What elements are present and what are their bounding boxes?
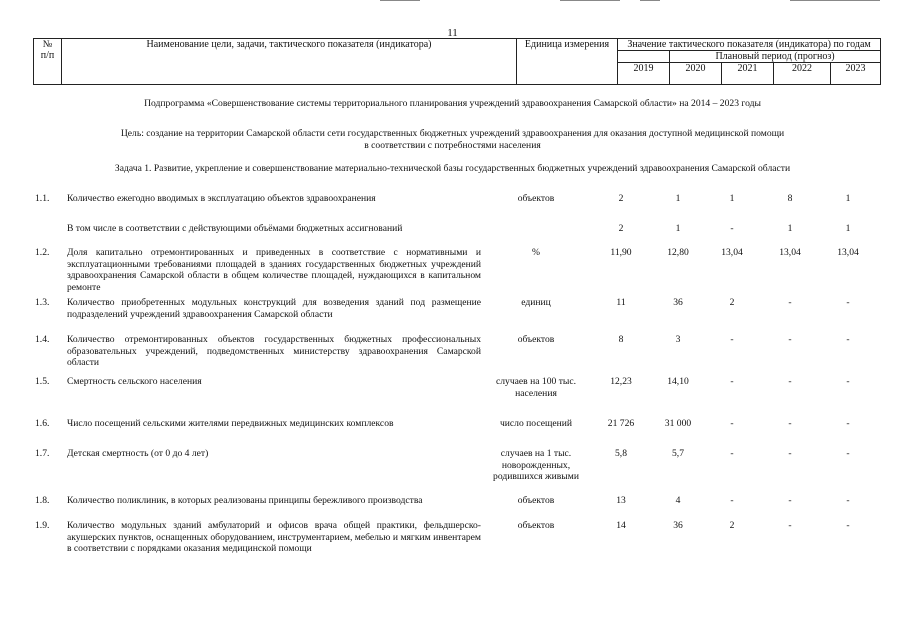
row-value: 1 [729,193,735,204]
row-name: В том числе в соответствии с действующими объёмами бюджетных ассигнований [67,223,403,234]
header-year: 2023 [831,63,881,85]
row-value: 1 [845,223,851,234]
row-number: 1.4. [35,334,50,345]
subprogram-title: Подпрограмма «Совершенствование системы территориального планирования учреждений здравоохранения Самарской области» на 2014 – 2023 годы [144,98,761,109]
row-value: 8 [787,193,793,204]
row-value: - [730,495,734,506]
header-col-unit: Единица измерения [517,39,618,85]
row-value: 3 [675,334,681,345]
header-col-planned: Плановый период (прогноз) [670,51,881,63]
row-name: Детская смертность (от 0 до 4 лет) [67,448,209,459]
row-value: 12,80 [667,247,689,258]
row-value: - [730,223,734,234]
row-number: 1.8. [35,495,50,506]
row-value: - [846,448,850,459]
row-value: 2 [618,223,624,234]
row-value: 14 [616,520,626,531]
row-number: 1.5. [35,376,50,387]
row-value: 13,04 [721,247,743,258]
goal-line-2: в соответствии с потребностями населения [364,140,541,151]
header-col-name: Наименование цели, задачи, тактического показателя (индикатора) [62,39,517,85]
row-number: 1.1. [35,193,50,204]
header-year: 2021 [722,63,774,85]
row-name: Число посещений сельскими жителями передвижных медицинских комплексов [67,418,394,429]
task-title: Задача 1. Развитие, укрепление и совершенствование материально-технической базы государственных бюджетных учреждений здравоохранения Самарской области [114,163,791,174]
row-unit: число посещений [499,418,573,429]
row-value: - [788,418,792,429]
row-value: 13,04 [837,247,859,258]
header-year: 2020 [670,63,722,85]
row-name: Количество отремонтированных объектов государственных бюджетных профессиональных образовательных учреждений, подведомственных министерству здравоохранения Самарской области [67,334,481,368]
row-unit: случаев на 100 тыс. населения [496,376,576,399]
header-year: 2019 [618,63,670,85]
goal-line-1: Цель: создание на территории Самарской области сети государственных бюджетных учреждений здравоохранения для оказания доступной медицинской помощи [120,128,785,139]
row-value: - [846,520,850,531]
row-unit: % [532,247,540,258]
row-name: Количество поликлиник, в которых реализованы принципы бережливого производства [67,495,423,506]
row-value: 2 [729,520,735,531]
row-value: - [788,520,792,531]
row-value: 13,04 [779,247,801,258]
row-value: - [788,376,792,387]
row-number: 1.6. [35,418,50,429]
row-value: - [730,376,734,387]
scan-edge-marks [0,0,905,4]
row-value: 14,10 [667,376,689,387]
row-value: 11 [616,297,626,308]
row-unit: объектов [517,334,555,345]
row-number: 1.3. [35,297,50,308]
header-year: 2022 [774,63,831,85]
row-value: - [730,418,734,429]
row-value: 12,23 [610,376,632,387]
row-unit: объектов [517,520,555,531]
row-value: 1 [787,223,793,234]
row-value: - [788,334,792,345]
row-value: 21 726 [607,418,635,429]
row-value: - [788,448,792,459]
row-value: 2 [618,193,624,204]
page-number: 11 [447,27,458,39]
row-unit: объектов [517,193,555,204]
row-name: Смертность сельского населения [67,376,202,387]
row-value: 13 [616,495,626,506]
row-value: 31 000 [664,418,692,429]
row-value: - [846,418,850,429]
row-value: 1 [675,223,681,234]
row-value: 2 [729,297,735,308]
row-value: 1 [675,193,681,204]
row-number: 1.2. [35,247,50,258]
row-value: 36 [673,297,683,308]
row-number: 1.9. [35,520,50,531]
row-value: - [846,495,850,506]
row-value: - [846,334,850,345]
row-value: 4 [675,495,681,506]
row-value: 1 [845,193,851,204]
row-name: Количество модульных зданий амбулаторий и офисов врача общей практики, фельдшерско-акушерских пунктов, оснащенных оборудованием, инструментарием, мебелью и мягким инвентарем в соответствии с порядками оказания медицинской помощи [67,520,481,554]
row-value: 5,8 [615,448,627,459]
row-name: Количество приобретенных модульных конструкций для возведения зданий под размещение подразделений учреждений здравоохранения Самарской области [67,297,481,320]
header-table [33,38,881,85]
row-value: 8 [618,334,624,345]
header-col-num: № п/п [34,39,62,85]
row-name: Доля капитально отремонтированных и приведенных в соответствие с нормативными и эксплуатационными требованиями площадей в зданиях государственных бюджетных учреждений здравоохранения Самарской области в общем количестве площадей, нуждающихся в капитальном ремонте [67,247,481,293]
row-value: - [788,297,792,308]
row-value: - [846,376,850,387]
row-value: 5,7 [672,448,684,459]
row-name: Количество ежегодно вводимых в эксплуатацию объектов здравоохранения [67,193,376,204]
header-col-values: Значение тактического показателя (индикатора) по годам [618,39,881,51]
row-value: 11,90 [610,247,632,258]
row-unit: единиц [521,297,551,308]
row-value: - [730,334,734,345]
row-unit: случаев на 1 тыс. новорожденных, родившихся живыми [493,448,579,482]
row-value: 36 [673,520,683,531]
row-unit: объектов [517,495,555,506]
row-value: - [846,297,850,308]
row-value: - [788,495,792,506]
row-number: 1.7. [35,448,50,459]
row-value: - [730,448,734,459]
